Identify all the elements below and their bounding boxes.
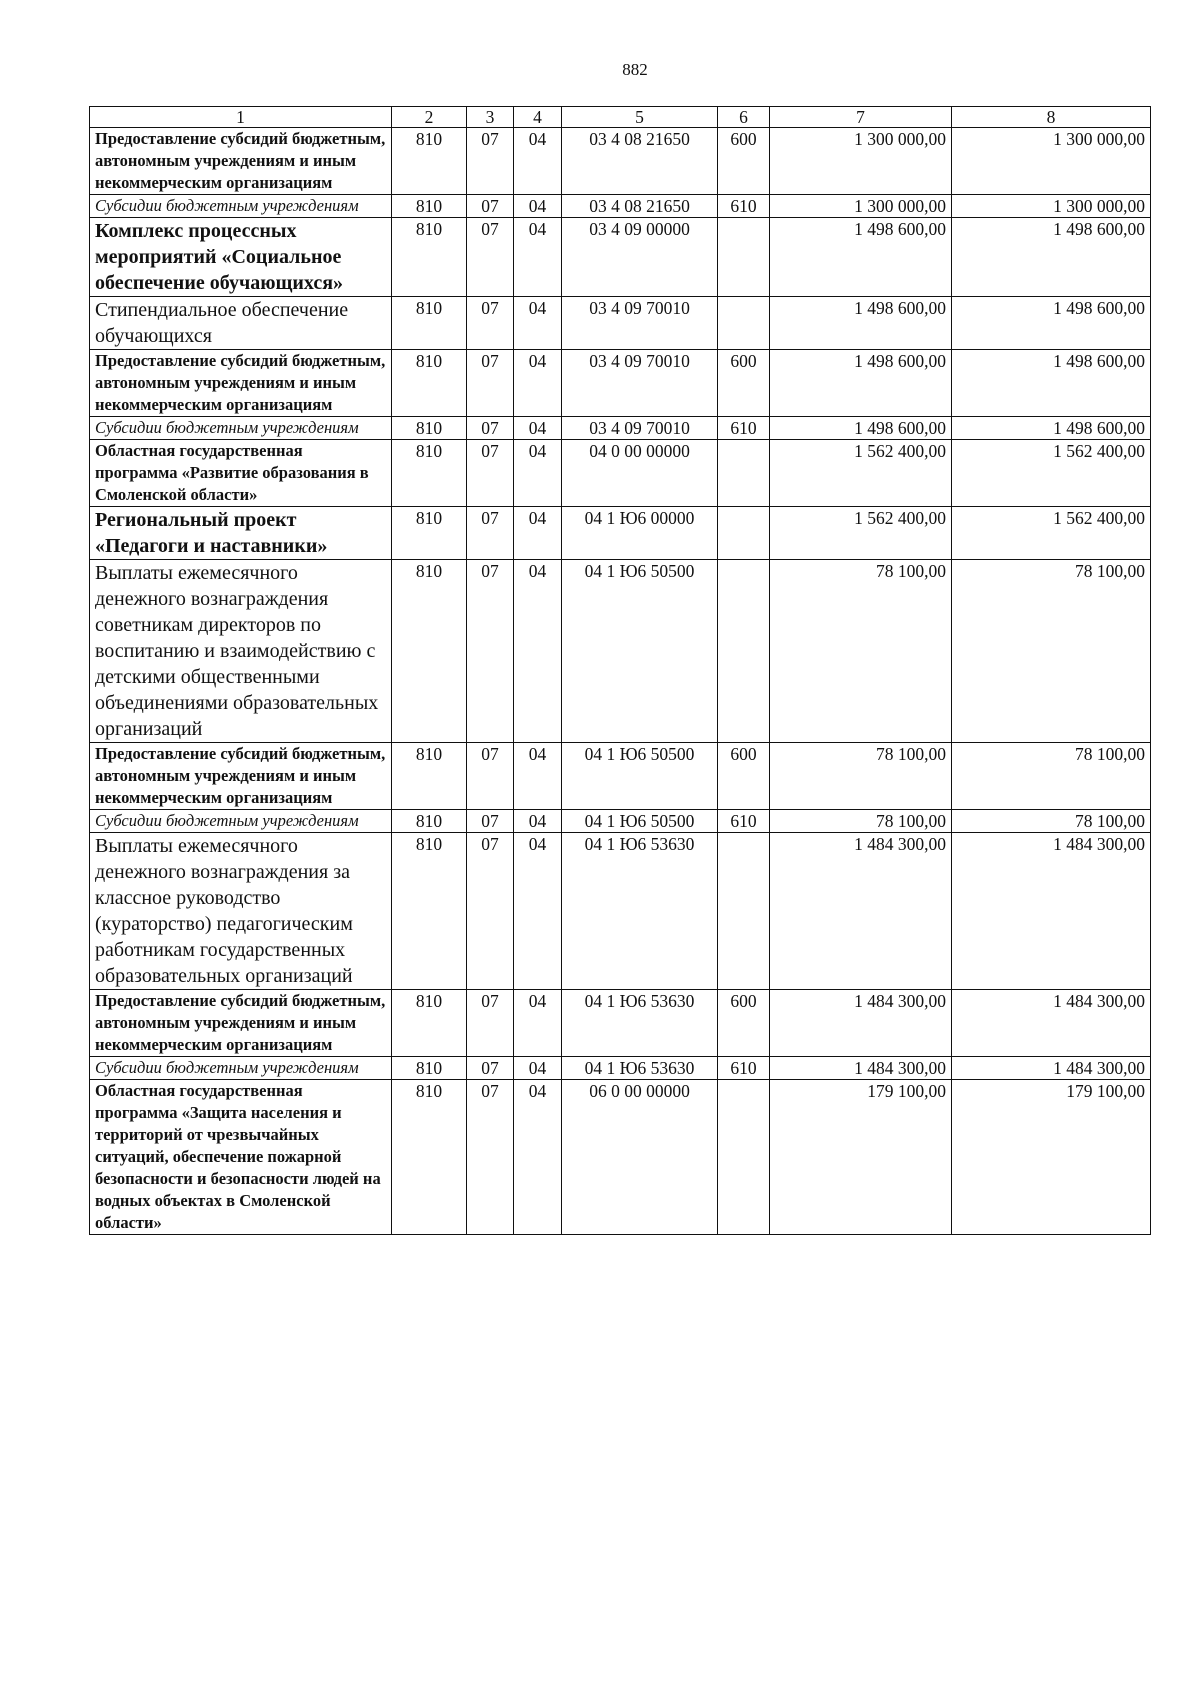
cell-target-article: 03 4 08 21650 [562,195,718,218]
cell-target-article: 03 4 09 70010 [562,297,718,350]
cell-target-article: 03 4 09 70010 [562,417,718,440]
cell-expense-type [718,833,770,990]
cell-expense-type: 610 [718,1057,770,1080]
budget-table [89,106,1151,1235]
cell-section: 07 [467,218,514,297]
cell-section: 07 [467,507,514,560]
cell-expense-type [718,1080,770,1235]
cell-name: Региональный проект «Педагоги и наставники» [90,507,392,560]
cell-amount-year-1: 1 484 300,00 [770,1057,952,1080]
cell-subsection: 04 [514,810,562,833]
cell-amount-year-2: 78 100,00 [952,743,1151,810]
cell-subsection: 04 [514,350,562,417]
cell-name: Стипендиальное обеспечение обучающихся [90,297,392,350]
cell-section: 07 [467,350,514,417]
table-row [90,833,1151,990]
cell-section: 07 [467,297,514,350]
cell-name: Выплаты ежемесячного денежного вознаграждения советникам директоров по воспитанию и взаимодействию с детскими общественными объединениями образовательных организаций [90,560,392,743]
cell-amount-year-1: 1 562 400,00 [770,507,952,560]
table-row [90,743,1151,810]
column-header: 1 [90,107,392,128]
cell-amount-year-2: 78 100,00 [952,560,1151,743]
cell-amount-year-1: 179 100,00 [770,1080,952,1235]
cell-target-article: 04 1 Ю6 53630 [562,1057,718,1080]
cell-target-article: 04 1 Ю6 00000 [562,507,718,560]
cell-subsection: 04 [514,743,562,810]
cell-amount-year-2: 1 300 000,00 [952,195,1151,218]
table-row [90,350,1151,417]
cell-subsection: 04 [514,1057,562,1080]
cell-target-article: 03 4 08 21650 [562,128,718,195]
cell-amount-year-1: 78 100,00 [770,743,952,810]
column-header: 6 [718,107,770,128]
cell-amount-year-1: 1 562 400,00 [770,440,952,507]
cell-ministry-code: 810 [392,218,467,297]
cell-target-article: 03 4 09 00000 [562,218,718,297]
cell-name: Субсидии бюджетным учреждениям [90,1057,392,1080]
cell-name: Комплекс процессных мероприятий «Социальное обеспечение обучающихся» [90,218,392,297]
cell-amount-year-2: 1 498 600,00 [952,218,1151,297]
table-row [90,560,1151,743]
cell-ministry-code: 810 [392,440,467,507]
cell-ministry-code: 810 [392,195,467,218]
cell-amount-year-2: 1 484 300,00 [952,1057,1151,1080]
cell-target-article: 04 1 Ю6 50500 [562,810,718,833]
cell-target-article: 04 1 Ю6 50500 [562,743,718,810]
cell-target-article: 06 0 00 00000 [562,1080,718,1235]
cell-subsection: 04 [514,297,562,350]
cell-amount-year-2: 78 100,00 [952,810,1151,833]
cell-section: 07 [467,833,514,990]
cell-target-article: 04 0 00 00000 [562,440,718,507]
cell-amount-year-1: 78 100,00 [770,560,952,743]
cell-name: Субсидии бюджетным учреждениям [90,417,392,440]
table-row [90,1057,1151,1080]
cell-section: 07 [467,440,514,507]
cell-section: 07 [467,1057,514,1080]
cell-ministry-code: 810 [392,743,467,810]
cell-expense-type [718,218,770,297]
cell-section: 07 [467,810,514,833]
cell-name: Областная государственная программа «Развитие образования в Смоленской области» [90,440,392,507]
cell-expense-type [718,297,770,350]
cell-ministry-code: 810 [392,833,467,990]
column-header: 2 [392,107,467,128]
cell-ministry-code: 810 [392,297,467,350]
cell-ministry-code: 810 [392,350,467,417]
cell-amount-year-1: 1 300 000,00 [770,128,952,195]
cell-expense-type [718,560,770,743]
cell-target-article: 03 4 09 70010 [562,350,718,417]
cell-ministry-code: 810 [392,990,467,1057]
cell-amount-year-1: 1 498 600,00 [770,417,952,440]
cell-amount-year-2: 179 100,00 [952,1080,1151,1235]
cell-expense-type: 600 [718,350,770,417]
column-header: 5 [562,107,718,128]
column-header: 7 [770,107,952,128]
cell-section: 07 [467,743,514,810]
cell-expense-type: 600 [718,990,770,1057]
cell-name: Предоставление субсидий бюджетным, автономным учреждениям и иным некоммерческим организациям [90,350,392,417]
table-row [90,810,1151,833]
cell-expense-type: 600 [718,128,770,195]
cell-amount-year-2: 1 562 400,00 [952,507,1151,560]
cell-expense-type [718,440,770,507]
cell-target-article: 04 1 Ю6 50500 [562,560,718,743]
cell-ministry-code: 810 [392,1080,467,1235]
cell-amount-year-1: 78 100,00 [770,810,952,833]
cell-subsection: 04 [514,417,562,440]
table-row [90,195,1151,218]
cell-ministry-code: 810 [392,507,467,560]
cell-ministry-code: 810 [392,1057,467,1080]
cell-subsection: 04 [514,195,562,218]
cell-name: Выплаты ежемесячного денежного вознаграждения за классное руководство (кураторство) педагогическим работникам государственных образовательных организаций [90,833,392,990]
cell-section: 07 [467,195,514,218]
cell-expense-type [718,507,770,560]
cell-subsection: 04 [514,560,562,743]
table-row [90,218,1151,297]
table-row [90,440,1151,507]
cell-subsection: 04 [514,1080,562,1235]
cell-subsection: 04 [514,218,562,297]
cell-name: Предоставление субсидий бюджетным, автономным учреждениям и иным некоммерческим организациям [90,128,392,195]
cell-subsection: 04 [514,440,562,507]
table-row [90,990,1151,1057]
cell-expense-type: 610 [718,810,770,833]
table-row [90,297,1151,350]
cell-subsection: 04 [514,507,562,560]
cell-expense-type: 600 [718,743,770,810]
table-row [90,1080,1151,1235]
cell-name: Субсидии бюджетным учреждениям [90,195,392,218]
cell-subsection: 04 [514,128,562,195]
cell-ministry-code: 810 [392,810,467,833]
cell-target-article: 04 1 Ю6 53630 [562,990,718,1057]
cell-ministry-code: 810 [392,417,467,440]
cell-name: Предоставление субсидий бюджетным, автономным учреждениям и иным некоммерческим организациям [90,743,392,810]
column-header: 8 [952,107,1151,128]
column-header: 4 [514,107,562,128]
cell-ministry-code: 810 [392,560,467,743]
cell-section: 07 [467,417,514,440]
cell-amount-year-2: 1 484 300,00 [952,990,1151,1057]
cell-amount-year-1: 1 498 600,00 [770,297,952,350]
cell-amount-year-1: 1 498 600,00 [770,350,952,417]
cell-amount-year-2: 1 498 600,00 [952,417,1151,440]
cell-name: Предоставление субсидий бюджетным, автономным учреждениям и иным некоммерческим организациям [90,990,392,1057]
cell-amount-year-2: 1 498 600,00 [952,297,1151,350]
cell-subsection: 04 [514,833,562,990]
cell-name: Областная государственная программа «Защита населения и территорий от чрезвычайных ситуаций, обеспечение пожарной безопасности и безопасности людей на водных объектах в Смоленской области» [90,1080,392,1235]
cell-amount-year-1: 1 300 000,00 [770,195,952,218]
cell-name: Субсидии бюджетным учреждениям [90,810,392,833]
page-number: 882 [622,60,648,79]
cell-ministry-code: 810 [392,128,467,195]
table-row [90,128,1151,195]
cell-target-article: 04 1 Ю6 53630 [562,833,718,990]
cell-amount-year-2: 1 562 400,00 [952,440,1151,507]
column-header: 3 [467,107,514,128]
cell-expense-type: 610 [718,417,770,440]
cell-amount-year-1: 1 484 300,00 [770,990,952,1057]
table-row [90,507,1151,560]
cell-amount-year-2: 1 300 000,00 [952,128,1151,195]
cell-section: 07 [467,128,514,195]
cell-amount-year-1: 1 498 600,00 [770,218,952,297]
cell-section: 07 [467,990,514,1057]
cell-expense-type: 610 [718,195,770,218]
cell-section: 07 [467,560,514,743]
cell-section: 07 [467,1080,514,1235]
table-row [90,417,1151,440]
cell-amount-year-2: 1 498 600,00 [952,350,1151,417]
cell-amount-year-2: 1 484 300,00 [952,833,1151,990]
cell-amount-year-1: 1 484 300,00 [770,833,952,990]
table-header-row [90,107,1151,128]
cell-subsection: 04 [514,990,562,1057]
table-body [90,128,1151,1235]
